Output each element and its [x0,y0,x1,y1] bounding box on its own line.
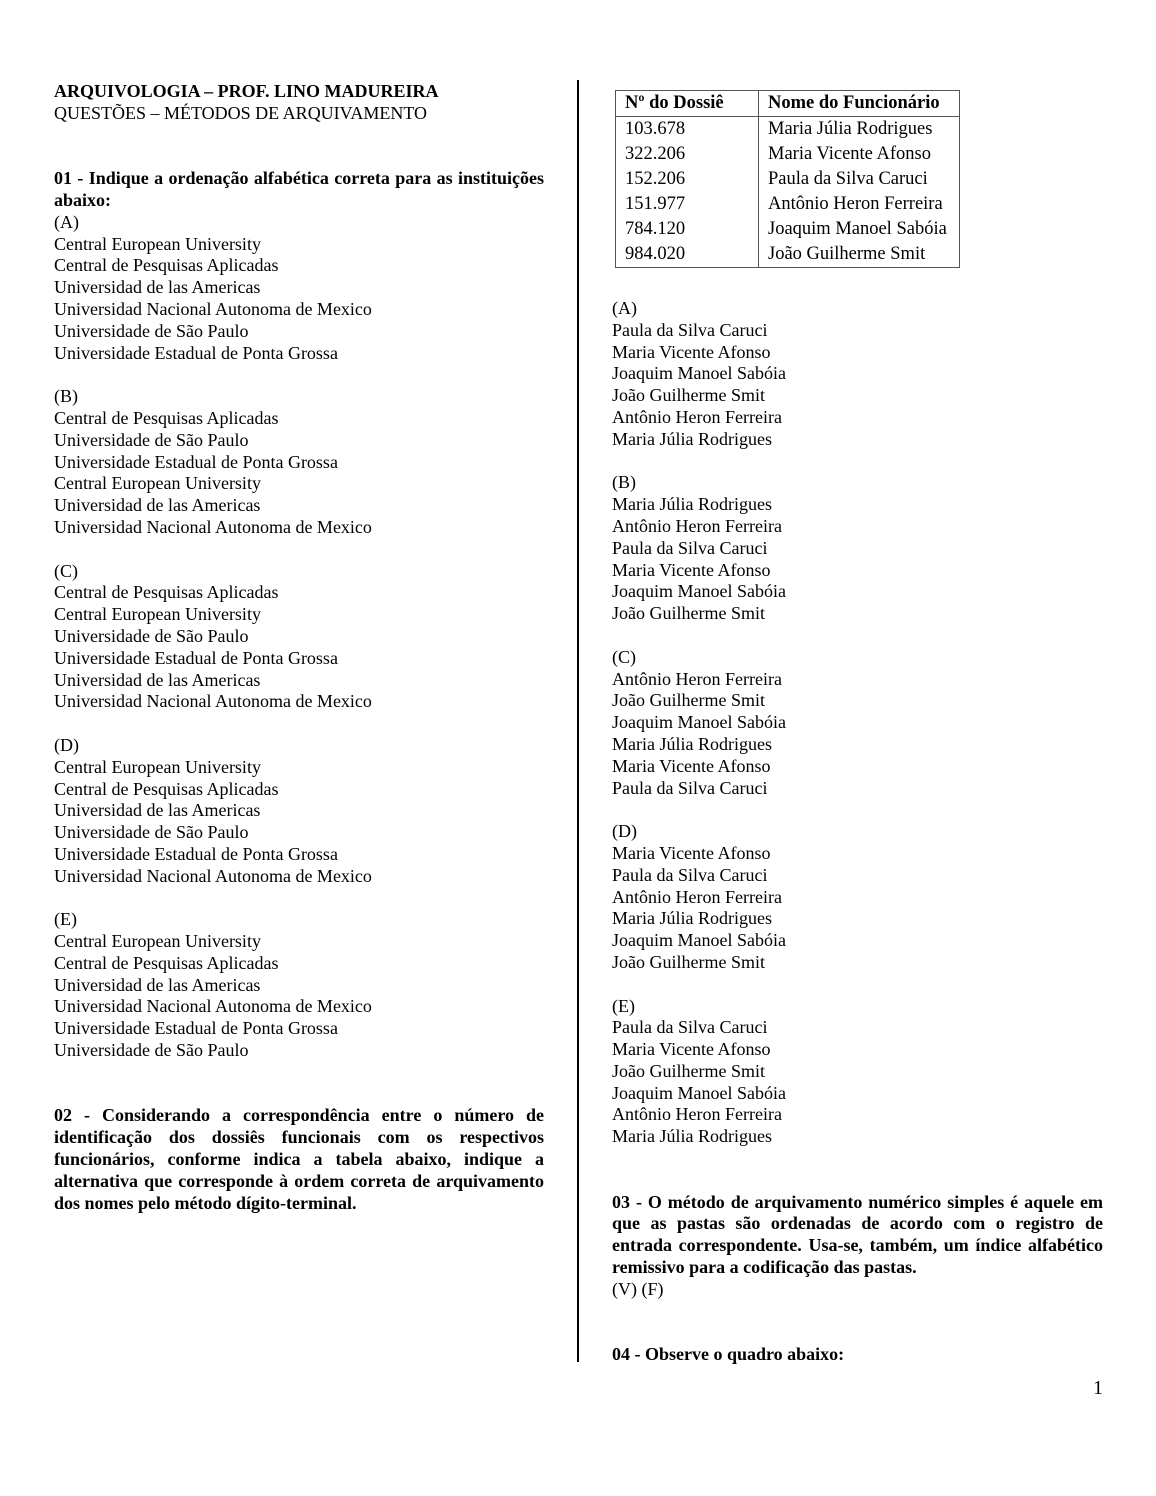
question-01-option-c [54,561,544,714]
table-cell: 322.206 [616,142,759,167]
option-line: Universidad de las Americas [54,669,261,690]
left-column [54,81,544,1214]
option-line: Universidade de São Paulo [54,429,249,450]
table-row [616,217,960,242]
document-title: ARQUIVOLOGIA – PROF. LINO MADUREIRA [54,81,439,101]
table-cell: 103.678 [616,117,759,143]
option-line: Central de Pesquisas Aplicadas [54,778,279,799]
option-line: Maria Vicente Afonso [612,559,771,580]
table-cell: Joaquim Manoel Sabóia [759,217,960,242]
option-line: Maria Júlia Rodrigues [612,494,772,515]
option-line: Universidad de las Americas [54,800,261,821]
option-line: Universidade de São Paulo [54,822,249,843]
option-line: Universidade de São Paulo [54,320,249,341]
table-cell: Paula da Silva Caruci [759,167,960,192]
option-line: Paula da Silva Caruci [612,1017,768,1038]
option-line: Universidad Nacional Autonoma de Mexico [54,996,372,1017]
option-line: Joaquim Manoel Sabóia [612,1082,786,1103]
dossie-table [615,90,960,268]
question-01-statement: 01 - Indique a ordenação alfabética correta para as instituições abaixo: [54,168,544,210]
option-line: Joaquim Manoel Sabóia [612,581,786,602]
option-line: Maria Júlia Rodrigues [612,428,772,449]
question-04-statement: 04 - Observe o quadro abaixo: [612,1344,845,1365]
column-divider [577,80,579,1362]
option-line: João Guilherme Smit [612,951,765,972]
option-line: Antônio Heron Ferreira [612,515,782,536]
option-line: Antônio Heron Ferreira [612,886,782,907]
option-line: Universidade Estadual de Ponta Grossa [54,647,338,668]
question-03-statement: 03 - O método de arquivamento numérico simples é aquele em que as pastas são ordenadas de acordo com o registro de entrada correspondente. Usa-se, também, um índice alfabético remissivo para a codificação das pastas. [612,1191,1103,1278]
table-cell: Maria Vicente Afonso [759,142,960,167]
option-line: Maria Vicente Afonso [612,1039,771,1060]
option-label: (C) [54,560,78,581]
option-line: Maria Júlia Rodrigues [612,1126,772,1147]
option-line: Universidad Nacional Autonoma de Mexico [54,865,372,886]
option-label: (E) [612,995,635,1016]
document-subtitle: QUESTÕES – MÉTODOS DE ARQUIVAMENTO [54,102,428,123]
option-line: Antônio Heron Ferreira [612,1104,782,1125]
option-line: Paula da Silva Caruci [612,777,768,798]
question-03-answer: (V) (F) [612,1278,664,1299]
option-line: Maria Vicente Afonso [612,842,771,863]
table-cell: 151.977 [616,192,759,217]
table-header-row [616,91,960,117]
option-line: Maria Vicente Afonso [612,755,771,776]
table-row [616,142,960,167]
option-line: Universidad Nacional Autonoma de Mexico [54,691,372,712]
question-02-statement: 02 - Considerando a correspondência entre o número de identificação dos dossiês funcionais com os respectivos funcionários, conforme indica a tabela abaixo, indique a alternativa que corresponde à ordem correta de arquivamento dos nomes pelo método dígito-terminal. [54,1105,544,1213]
option-line: Joaquim Manoel Sabóia [612,712,786,733]
question-02-option-e [612,996,1103,1149]
option-line: Maria Júlia Rodrigues [612,733,772,754]
option-line: Universidad Nacional Autonoma de Mexico [54,516,372,537]
option-line: Central European University [54,756,261,777]
page-number: 1 [1093,1377,1103,1399]
table-row [616,192,960,217]
option-line: Central European University [54,604,261,625]
option-label: (A) [54,211,79,232]
table-header-cell: Nome do Funcionário [759,91,960,117]
option-line: Central European University [54,233,261,254]
option-line: Maria Júlia Rodrigues [612,908,772,929]
table-row [616,117,960,143]
option-line: Universidade de São Paulo [54,1040,249,1061]
question-01-option-e [54,909,544,1062]
table-header-cell: Nº do Dossiê [616,91,759,117]
option-line: João Guilherme Smit [612,690,765,711]
table-row [616,167,960,192]
option-line: Antônio Heron Ferreira [612,406,782,427]
option-line: Central de Pesquisas Aplicadas [54,255,279,276]
question-02-option-a [612,298,1103,451]
option-line: Universidade Estadual de Ponta Grossa [54,1018,338,1039]
option-line: Central European University [54,473,261,494]
option-line: Central de Pesquisas Aplicadas [54,952,279,973]
option-label: (C) [612,646,636,667]
option-label: (A) [612,298,637,318]
option-line: Central de Pesquisas Aplicadas [54,582,279,603]
option-line: Universidad de las Americas [54,495,261,516]
table-cell: 984.020 [616,242,759,268]
table-cell: João Guilherme Smit [759,242,960,268]
option-line: Joaquim Manoel Sabóia [612,363,786,384]
option-line: Paula da Silva Caruci [612,319,768,340]
question-02-option-b [612,472,1103,625]
question-01-option-b [54,386,544,539]
option-line: Universidad de las Americas [54,974,261,995]
table-cell: Maria Júlia Rodrigues [759,117,960,143]
option-line: Joaquim Manoel Sabóia [612,930,786,951]
option-line: Universidade de São Paulo [54,625,249,646]
question-02-option-d [612,821,1103,974]
option-line: Universidad Nacional Autonoma de Mexico [54,298,372,319]
option-label: (E) [54,909,77,930]
option-label: (D) [54,734,79,755]
option-line: Central European University [54,931,261,952]
option-line: João Guilherme Smit [612,1060,765,1081]
option-line: Antônio Heron Ferreira [612,668,782,689]
option-label: (D) [612,821,637,842]
question-01-option-d [54,735,544,888]
option-line: Universidade Estadual de Ponta Grossa [54,843,338,864]
option-line: Maria Vicente Afonso [612,341,771,362]
option-line: Paula da Silva Caruci [612,537,768,558]
option-line: Central de Pesquisas Aplicadas [54,407,279,428]
option-line: Universidade Estadual de Ponta Grossa [54,451,338,472]
option-line: João Guilherme Smit [612,603,765,624]
table-cell: 784.120 [616,217,759,242]
option-line: Universidad de las Americas [54,277,261,298]
option-line: Paula da Silva Caruci [612,864,768,885]
question-01-option-a [54,212,544,365]
table-cell: 152.206 [616,167,759,192]
option-line: João Guilherme Smit [612,385,765,406]
table-cell: Antônio Heron Ferreira [759,192,960,217]
option-line: Universidade Estadual de Ponta Grossa [54,342,338,363]
option-label: (B) [54,386,78,407]
option-label: (B) [612,472,636,493]
question-02-option-c [612,647,1103,800]
right-column [612,298,1103,1366]
table-row [616,242,960,268]
